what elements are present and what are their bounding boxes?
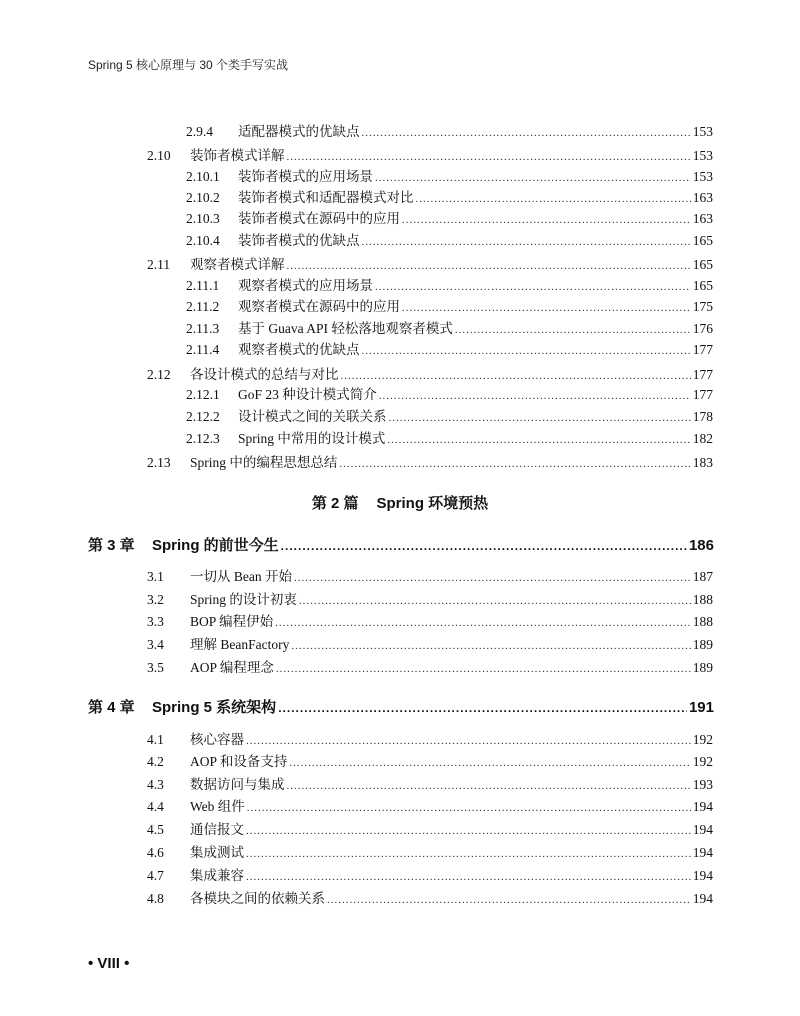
- entry-title: 核心容器: [190, 732, 244, 747]
- toc-entry-2-11[interactable]: [147, 256, 713, 274]
- entry-title: 各模块之间的依赖关系: [190, 891, 325, 906]
- toc-chapter-3[interactable]: [88, 535, 714, 557]
- leader-dots: [327, 891, 691, 909]
- entry-page: 153: [692, 148, 713, 163]
- leader-dots: [402, 211, 691, 229]
- entry-page: 194: [692, 868, 713, 883]
- entry-number: 4.3: [147, 777, 164, 792]
- entry-number: 4.7: [147, 868, 164, 883]
- entry-title: 观察者模式在源码中的应用: [238, 299, 400, 314]
- leader-dots: [362, 233, 691, 251]
- leader-dots: [278, 697, 687, 719]
- part-title: Spring 环境预热: [376, 495, 489, 512]
- leader-dots: [247, 799, 691, 817]
- entry-page: 177: [692, 367, 713, 382]
- leader-dots: [362, 124, 691, 142]
- entry-page: 176: [692, 321, 713, 336]
- entry-number: 4.6: [147, 845, 164, 860]
- entry-number: 2.10.3: [186, 211, 220, 226]
- toc-entry-2-12[interactable]: [147, 366, 713, 384]
- leader-dots: [375, 278, 691, 296]
- page-folio: • VIII •: [88, 955, 130, 972]
- entry-title: Spring 的设计初衷: [190, 592, 297, 607]
- entry-title: 数据访问与集成: [190, 777, 285, 792]
- entry-page: 188: [692, 614, 713, 629]
- toc-entry-2-11-4[interactable]: [186, 341, 713, 359]
- entry-title: 装饰者模式和适配器模式对比: [238, 190, 414, 205]
- entry-title: Spring 中常用的设计模式: [238, 431, 386, 446]
- toc-entry-2-10[interactable]: [147, 147, 713, 165]
- entry-title: BOP 编程伊始: [190, 614, 274, 629]
- entry-page: 193: [692, 777, 713, 792]
- toc-entry-4-8[interactable]: [147, 890, 713, 908]
- leader-dots: [341, 367, 691, 385]
- toc-chapter-4[interactable]: [88, 697, 714, 719]
- entry-page: 189: [692, 660, 713, 675]
- toc-entry-4-3[interactable]: [147, 776, 713, 794]
- toc-entry-3-1[interactable]: [147, 568, 713, 586]
- entry-number: 2.13: [147, 455, 171, 470]
- running-head: Spring 5 核心原理与 30 个类手写实战: [88, 58, 289, 72]
- entry-page: 187: [692, 569, 713, 584]
- entry-page: 192: [692, 732, 713, 747]
- entry-title: 观察者模式的优缺点: [238, 342, 360, 357]
- leader-dots: [291, 637, 690, 655]
- toc-entry-4-5[interactable]: [147, 821, 713, 839]
- entry-page: 165: [692, 278, 713, 293]
- entry-number: 2.12.1: [186, 387, 220, 402]
- entry-number: 2.10.1: [186, 169, 220, 184]
- toc-entry-2-10-1[interactable]: [186, 168, 713, 186]
- entry-title: 装饰者模式的优缺点: [238, 233, 360, 248]
- entry-title: Spring 中的编程思想总结: [190, 455, 338, 470]
- entry-page: 177: [692, 342, 713, 357]
- toc-entry-2-12-2[interactable]: [186, 408, 713, 426]
- entry-number: 2.12.3: [186, 431, 220, 446]
- leader-dots: [455, 321, 691, 339]
- entry-number: 2.10.2: [186, 190, 220, 205]
- toc-entry-4-6[interactable]: [147, 844, 713, 862]
- toc-entry-2-10-3[interactable]: [186, 210, 713, 228]
- entry-number: 3.4: [147, 637, 164, 652]
- toc-entry-3-2[interactable]: [147, 591, 713, 609]
- chapter-number: 第 4 章: [88, 699, 135, 716]
- leader-dots: [389, 409, 691, 427]
- entry-page: 194: [692, 845, 713, 860]
- leader-dots: [362, 342, 691, 360]
- entry-title: GoF 23 种设计模式简介: [238, 387, 377, 402]
- leader-dots: [287, 148, 691, 166]
- leader-dots: [287, 257, 691, 275]
- toc-entry-4-4[interactable]: [147, 798, 713, 816]
- leader-dots: [246, 822, 691, 840]
- chapter-title: Spring 的前世今生: [152, 537, 279, 554]
- toc-entry-3-5[interactable]: [147, 659, 713, 677]
- entry-title: 理解 BeanFactory: [190, 637, 290, 652]
- toc-entry-2-10-2[interactable]: [186, 189, 713, 207]
- part-heading: [0, 492, 800, 513]
- toc-entry-2-11-3[interactable]: [186, 320, 713, 338]
- leader-dots: [246, 868, 691, 886]
- leader-dots: [379, 387, 691, 405]
- part-label: 第 2 篇: [311, 495, 359, 512]
- chapter-page: 191: [688, 699, 714, 716]
- leader-dots: [416, 190, 691, 208]
- entry-page: 178: [692, 409, 713, 424]
- leader-dots: [294, 569, 691, 587]
- entry-number: 2.9.4: [186, 124, 213, 139]
- entry-page: 188: [692, 592, 713, 607]
- leader-dots: [299, 592, 691, 610]
- entry-number: 2.11.2: [186, 299, 220, 314]
- entry-title: 基于 Guava API 轻松落地观察者模式: [238, 321, 453, 336]
- leader-dots: [387, 431, 690, 449]
- entry-page: 153: [692, 169, 713, 184]
- entry-page: 194: [692, 822, 713, 837]
- entry-page: 163: [692, 190, 713, 205]
- entry-title: 观察者模式详解: [190, 257, 285, 272]
- entry-title: 集成测试: [190, 845, 244, 860]
- leader-dots: [375, 169, 691, 187]
- entry-title: 一切从 Bean 开始: [190, 569, 292, 584]
- entry-number: 2.10: [147, 148, 171, 163]
- entry-title: 装饰者模式在源码中的应用: [238, 211, 400, 226]
- entry-number: 4.1: [147, 732, 164, 747]
- toc-entry-2-9-4[interactable]: [186, 123, 713, 141]
- entry-title: AOP 和设备支持: [190, 754, 288, 769]
- toc-entry-2-12-3[interactable]: [186, 430, 713, 448]
- toc-entry-2-10-4[interactable]: [186, 232, 713, 250]
- entry-number: 2.10.4: [186, 233, 220, 248]
- entry-page: 194: [692, 891, 713, 906]
- entry-number: 2.11.1: [186, 278, 220, 293]
- entry-title: 通信报文: [190, 822, 244, 837]
- entry-number: 2.12: [147, 367, 171, 382]
- leader-dots: [289, 754, 690, 772]
- entry-title: Web 组件: [190, 799, 245, 814]
- leader-dots: [246, 732, 691, 750]
- toc-entry-2-11-2[interactable]: [186, 298, 713, 316]
- leader-dots: [287, 777, 691, 795]
- entry-title: 观察者模式的应用场景: [238, 278, 373, 293]
- leader-dots: [275, 614, 691, 632]
- entry-page: 153: [692, 124, 713, 139]
- leader-dots: [276, 660, 691, 678]
- entry-page: 163: [692, 211, 713, 226]
- entry-number: 3.3: [147, 614, 164, 629]
- chapter-page: 186: [688, 537, 714, 554]
- toc-entry-2-13[interactable]: [147, 454, 713, 472]
- entry-title: 集成兼容: [190, 868, 244, 883]
- entry-page: 192: [692, 754, 713, 769]
- entry-number: 3.2: [147, 592, 164, 607]
- toc-entry-2-12-1[interactable]: [186, 386, 713, 404]
- entry-number: 2.12.2: [186, 409, 220, 424]
- toc-entry-4-1[interactable]: [147, 731, 713, 749]
- entry-number: 2.11.4: [186, 342, 220, 357]
- entry-page: 183: [692, 455, 713, 470]
- leader-dots: [402, 299, 691, 317]
- entry-page: 177: [692, 387, 713, 402]
- entry-page: 194: [692, 799, 713, 814]
- entry-page: 165: [692, 257, 713, 272]
- entry-number: 3.5: [147, 660, 164, 675]
- entry-title: 装饰者模式的应用场景: [238, 169, 373, 184]
- entry-page: 182: [692, 431, 713, 446]
- entry-number: 4.8: [147, 891, 164, 906]
- leader-dots: [281, 535, 687, 557]
- entry-title: 设计模式之间的关联关系: [238, 409, 387, 424]
- entry-title: 装饰者模式详解: [190, 148, 285, 163]
- entry-title: 适配器模式的优缺点: [238, 124, 360, 139]
- entry-title: 各设计模式的总结与对比: [190, 367, 339, 382]
- toc-entry-3-3[interactable]: [147, 613, 713, 631]
- leader-dots: [246, 845, 691, 863]
- entry-page: 175: [692, 299, 713, 314]
- entry-number: 3.1: [147, 569, 164, 584]
- entry-title: AOP 编程理念: [190, 660, 274, 675]
- entry-number: 2.11: [147, 257, 171, 272]
- entry-page: 165: [692, 233, 713, 248]
- chapter-title: Spring 5 系统架构: [152, 699, 277, 716]
- entry-number: 4.4: [147, 799, 164, 814]
- entry-number: 4.5: [147, 822, 164, 837]
- entry-number: 4.2: [147, 754, 164, 769]
- toc-entry-4-7[interactable]: [147, 867, 713, 885]
- toc-entry-2-11-1[interactable]: [186, 277, 713, 295]
- chapter-number: 第 3 章: [88, 537, 135, 554]
- entry-number: 2.11.3: [186, 321, 220, 336]
- entry-page: 189: [692, 637, 713, 652]
- leader-dots: [339, 455, 690, 473]
- toc-entry-4-2[interactable]: [147, 753, 713, 771]
- toc-entry-3-4[interactable]: [147, 636, 713, 654]
